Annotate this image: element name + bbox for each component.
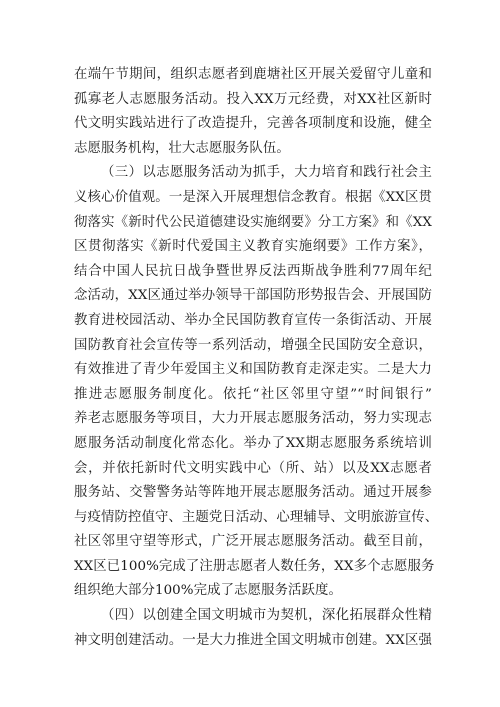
- section-heading-line: （四）以创建全国文明城市为契机，深化拓展群众性精: [101, 608, 432, 624]
- section-heading-line: （三）以志愿服务活动为抓手，大力培育和践行社会主: [101, 165, 432, 181]
- text-line: XX区已100%完成了注册志愿者人数任务，XX多个志愿服务: [74, 558, 435, 574]
- text-line: 养老志愿服务等项目，大力开展志愿服务活动，努力实现志: [74, 411, 432, 427]
- text-line: 与疫情防控值守、主题党日活动、心理辅导、文明旅游宣传、: [74, 509, 439, 525]
- text-line: 服务站、交警警务站等阵地开展志愿服务活动。通过开展参: [74, 485, 432, 501]
- text-line: 会，并依托新时代文明实践中心（所、站）以及XX志愿者: [74, 460, 432, 476]
- text-line: 组织绝大部分100%完成了志愿服务活跃度。: [74, 583, 343, 599]
- text-line: 代文明实践站进行了改造提升，完善各项制度和设施，健全: [74, 116, 432, 132]
- text-line: 神文明创建活动。一是大力推进全国文明城市创建。XX区强: [74, 632, 432, 648]
- text-line: 志愿服务机构，壮大志愿服务队伍。: [74, 140, 290, 156]
- text-line: 推进志愿服务制度化。依托“社区邻里守望”“时间银行”: [74, 386, 432, 402]
- text-line: 彻落实《新时代公民道德建设实施纲要》分工方案》和《XX: [74, 214, 432, 230]
- body-text: [74, 63, 439, 653]
- text-line: 义核心价值观。一是深入开展理想信念教育。根据《XX区贯: [74, 189, 432, 205]
- text-line: 教育进校园活动、举办全民国防教育宣传一条街活动、开展: [74, 312, 432, 328]
- text-line: 区贯彻落实《新时代爱国主义教育实施纲要》工作方案》，: [74, 239, 432, 255]
- text-line: 愿服务活动制度化常态化。举办了XX期志愿服务系统培训: [74, 435, 432, 451]
- text-line: 有效推进了青少年爱国主义和国防教育走深走实。二是大力: [74, 362, 432, 378]
- text-line: 国防教育社会宣传等一系列活动，增强全民国防安全意识，: [74, 337, 432, 353]
- text-line: 结合中国人民抗日战争暨世界反法西斯战争胜利77周年纪: [74, 263, 432, 279]
- text-line: 在端午节期间，组织志愿者到鹿塘社区开展关爱留守儿童和: [74, 67, 432, 82]
- text-line: 念活动，XX区通过举办领导干部国防形势报告会、开展国防: [74, 288, 432, 304]
- text-line: 孤寡老人志愿服务活动。投入XX万元经费，对XX社区新时: [74, 91, 432, 107]
- text-line: 社区邻里守望等形式，广泛开展志愿服务活动。截至目前，: [74, 534, 432, 550]
